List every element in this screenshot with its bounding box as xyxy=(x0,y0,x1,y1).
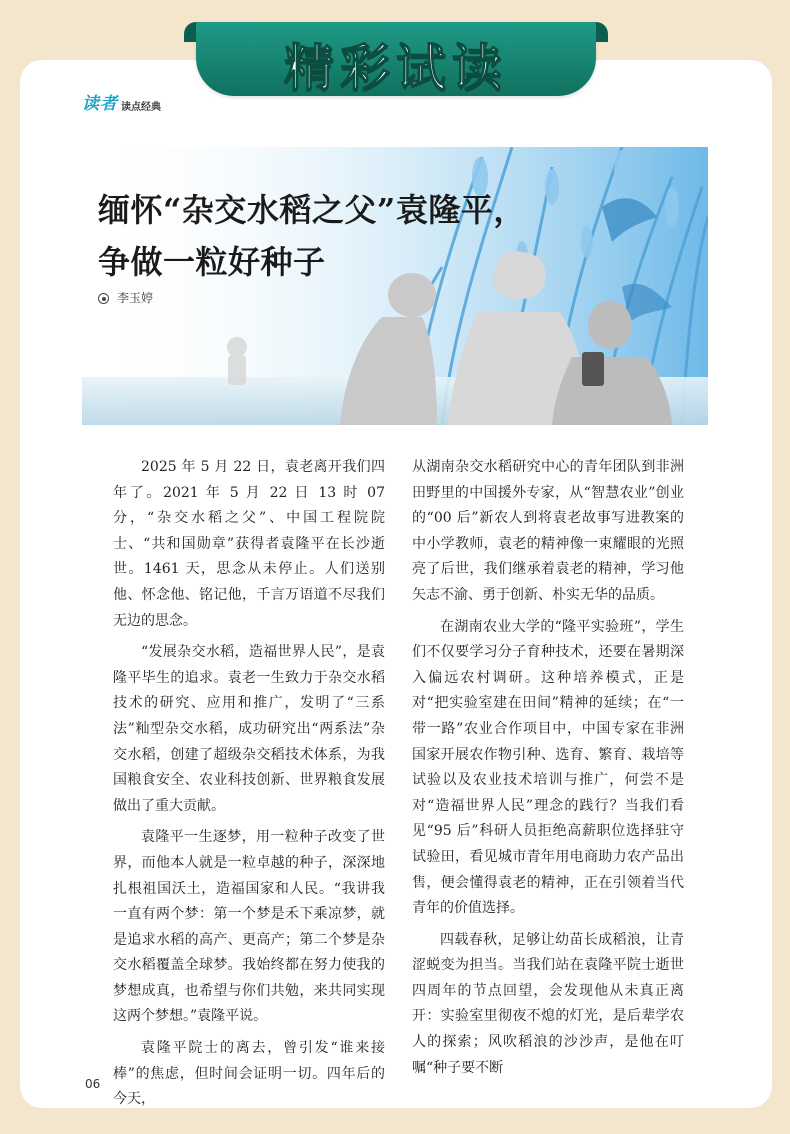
paragraph: 在湖南农业大学的“隆平实验班”，学生们不仅要学习分子育种技术，还要在暑期深入偏远农村调研。这种培养模式，正是对“把实验室建在田间”精神的延续；在“一带一路”农业合作项目中，中国专家在非洲国家开展农作物引种、选育、繁育、栽培等试验以及农业技术培训与推广，何尝不是对“造福世界人民”理念的践行？当我们看见“95 后”科研人员拒绝高薪职位选择驻守试验田，看见城市青年用电商助力农产品出售，便会懂得袁老的精神，正在引领着当代青年的价值选择。 xyxy=(412,618,684,917)
paragraph: “发展杂交水稻，造福世界人民”，是袁隆平毕生的追求。袁老一生致力于杂交水稻技术的研究、应用和推广，发明了“三系法”籼型杂交水稻，成功研究出“两系法”杂交水稻，创建了超级杂交稻技术体系，为我国粮食安全、农业科技创新、世界粮食发展做出了重大贡献。 xyxy=(113,644,385,814)
logo-mark: 读者 xyxy=(82,94,118,114)
article-title xyxy=(98,184,526,288)
section-banner xyxy=(196,22,596,96)
title-line-2: 争做一粒好种子 xyxy=(98,243,326,281)
title-line-1: 缅怀“杂交水稻之父”袁隆平， xyxy=(98,191,526,229)
logo-subtitle: 读点经典 xyxy=(121,102,161,113)
body-column-left xyxy=(113,455,385,1119)
banner-title: 精彩试读 xyxy=(284,39,508,97)
paragraph: 袁隆平一生逐梦，用一粒种子改变了世界，而他本人就是一粒卓越的种子，深深地扎根祖国沃土，造福国家和人民。“我讲我一直有两个梦：第一个梦是禾下乘凉梦，就是追求水稻的高产、更高产；第二个梦是杂交水稻覆盖全球梦。我始终都在努力使我的梦想成真，也希望与你们共勉，来共同实现这两个梦想。”袁隆平说。 xyxy=(113,829,385,1025)
body-column-right xyxy=(412,455,684,1087)
paragraph-continued: 从湖南杂交水稻研究中心的青年团队到非洲田野里的中国援外专家，从“智慧农业”创业的“00 后”新农人到将袁老故事写进教案的中小学教师，袁老的精神像一束耀眼的光照亮了后世，我们继承着袁老的精神，学习他矢志不渝、勇于创新、朴实无华的品质。 xyxy=(412,459,684,603)
page-number: 06 xyxy=(85,1077,101,1091)
paragraph: 2025 年 5 月 22 日，袁老离开我们四年了。2021 年 5 月 22 日 13 时 07 分，“杂交水稻之父”、中国工程院院士、“共和国勋章”获得者袁隆平在长沙逝世。1461 天，思念从未停止。人们送别他、怀念他、铭记他，千言万语道不尽我们无边的思念。 xyxy=(113,459,385,629)
author-circle-icon xyxy=(98,293,109,304)
paragraph: 四载春秋，足够让幼苗长成稻浪，让青涩蜕变为担当。当我们站在袁隆平院士逝世四周年的节点回望，会发现他从未真正离开：实验室里彻夜不熄的灯光，是后辈学农人的探索；风吹稻浪的沙沙声，是他在叮嘱“种子要不断 xyxy=(412,931,684,1076)
paragraph: 袁隆平院士的离去，曾引发“谁来接棒”的焦虑，但时间会证明一切。四年后的今天， xyxy=(113,1040,385,1108)
author-byline xyxy=(98,289,153,306)
author-name: 李玉婷 xyxy=(117,291,154,305)
magazine-logo xyxy=(82,94,161,114)
